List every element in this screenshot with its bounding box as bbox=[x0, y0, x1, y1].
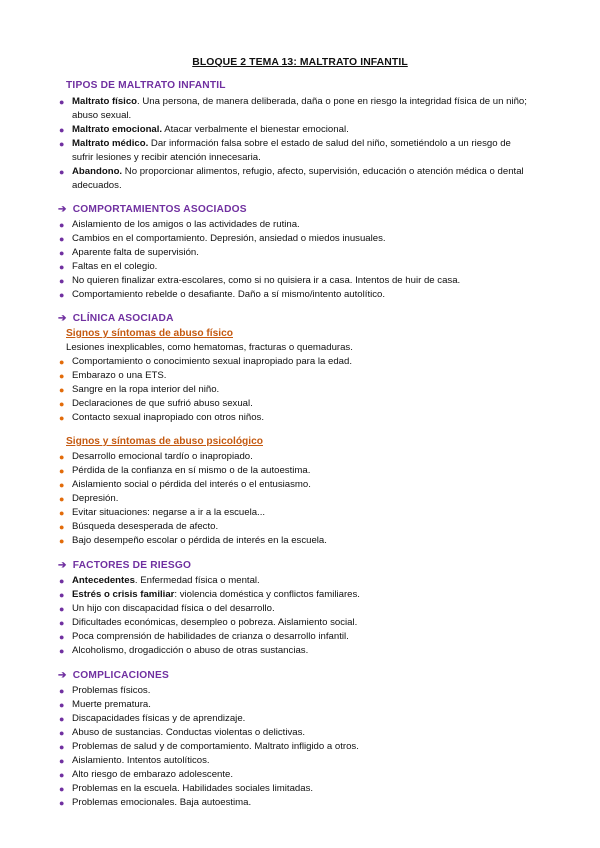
list-item: ● Alto riesgo de embarazo adolescente. bbox=[59, 769, 234, 780]
list-item: ● Cambios en el comportamiento. Depresión, ansiedad o miedos inusuales. bbox=[59, 233, 386, 244]
list-item: ● Antecedentes. Enfermedad física o mental. bbox=[59, 575, 260, 586]
arrow-icon: ➔ bbox=[58, 204, 67, 215]
section-heading-clinica: ➔ CLÍNICA ASOCIADA bbox=[58, 313, 174, 324]
list-tipos bbox=[58, 95, 528, 193]
list-item: ● Aislamiento de los amigos o las actividades de rutina. bbox=[59, 219, 300, 230]
list-item: ● Maltrato emocional. Atacar verbalmente el bienestar emocional. bbox=[59, 124, 349, 135]
list-item: ● Depresión. bbox=[59, 493, 119, 504]
list-item: ● Muerte prematura. bbox=[59, 699, 151, 710]
list-item: ● Problemas de salud y de comportamiento. Maltrato infligido a otros. bbox=[59, 741, 359, 752]
list-comportamientos bbox=[58, 218, 528, 302]
list-item: ● Un hijo con discapacidad física o del desarrollo. bbox=[59, 603, 275, 614]
list-item: ● Alcoholismo, drogadicción o abuso de otras sustancias. bbox=[59, 645, 309, 656]
list-item: ● Problemas en la escuela. Habilidades sociales limitadas. bbox=[59, 783, 314, 794]
list-item: ● Comportamiento rebelde o desafiante. Daño a sí mismo/intento autolítico. bbox=[59, 289, 386, 300]
list-item: ● Desarrollo emocional tardío o inapropiado. bbox=[59, 451, 253, 462]
list-item: ● Abuso de sustancias. Conductas violentas o delictivas. bbox=[59, 727, 306, 738]
section-heading-tipos: TIPOS DE MALTRATO INFANTIL bbox=[66, 80, 226, 91]
list-item: ● Aparente falta de supervisión. bbox=[59, 247, 199, 258]
list-item: ● Abandono. No proporcionar alimentos, refugio, afecto, supervisión, educación o atención médica o dental adecuados. bbox=[59, 166, 524, 191]
list-item: ● Búsqueda desesperada de afecto. bbox=[59, 521, 219, 532]
list-item: ● Pérdida de la confianza en sí mismo o de la autoestima. bbox=[59, 465, 311, 476]
list-item: ● Sangre en la ropa interior del niño. bbox=[59, 384, 220, 395]
list-item: ● Evitar situaciones: negarse a ir a la escuela... bbox=[59, 507, 266, 518]
list-item: ● Estrés o crisis familiar: violencia doméstica y conflictos familiares. bbox=[59, 589, 360, 600]
page-title: BLOQUE 2 TEMA 13: MALTRATO INFANTIL bbox=[192, 57, 408, 68]
list-item: ● Discapacidades físicas y de aprendizaje. bbox=[59, 713, 246, 724]
arrow-icon: ➔ bbox=[58, 670, 67, 681]
list-factores bbox=[58, 574, 528, 658]
list-item: ● Problemas emocionales. Baja autoestima. bbox=[59, 797, 252, 808]
list-complicaciones bbox=[58, 684, 528, 810]
arrow-icon: ➔ bbox=[58, 560, 67, 571]
fisico-intro: Lesiones inexplicables, como hematomas, fracturas o quemaduras. bbox=[66, 342, 353, 353]
list-item: ● Poca comprensión de habilidades de crianza o desarrollo infantil. bbox=[59, 631, 349, 642]
list-abuso-fisico bbox=[58, 355, 528, 425]
list-item: ● Embarazo o una ETS. bbox=[59, 370, 167, 381]
list-item: ● Maltrato físico. Una persona, de manera deliberada, daña o pone en riesgo la integridad física de un niño; abuso sexual. bbox=[59, 96, 527, 121]
list-item: ● Contacto sexual inapropiado con otros niños. bbox=[59, 412, 264, 423]
list-item: ● Comportamiento o conocimiento sexual inapropiado para la edad. bbox=[59, 356, 352, 367]
list-item: ● Problemas físicos. bbox=[59, 685, 151, 696]
list-item: ● Declaraciones de que sufrió abuso sexual. bbox=[59, 398, 253, 409]
list-item: ● Aislamiento social o pérdida del interés o el entusiasmo. bbox=[59, 479, 311, 490]
list-abuso-psicologico bbox=[58, 450, 528, 548]
section-heading-complicaciones: ➔ COMPLICACIONES bbox=[58, 670, 169, 681]
arrow-icon: ➔ bbox=[58, 313, 67, 324]
section-heading-factores: ➔ FACTORES DE RIESGO bbox=[58, 560, 192, 571]
list-item: ● No quieren finalizar extra-escolares, como si no quisiera ir a casa. Intentos de huir de casa. bbox=[59, 275, 461, 286]
list-item: ● Faltas en el colegio. bbox=[59, 261, 158, 272]
list-item: ● Aislamiento. Intentos autolíticos. bbox=[59, 755, 210, 766]
list-item: ● Dificultades económicas, desempleo o pobreza. Aislamiento social. bbox=[59, 617, 358, 628]
section-heading-comportamientos: ➔ COMPORTAMIENTOS ASOCIADOS bbox=[58, 204, 247, 215]
list-item: ● Bajo desempeño escolar o pérdida de interés en la escuela. bbox=[59, 535, 327, 546]
list-item: ● Maltrato médico. Dar información falsa sobre el estado de salud del niño, sometiéndolo a un riesgo de sufrir lesiones y recibir atención innecesaria. bbox=[59, 138, 511, 163]
subheading-abuso-fisico: Signos y síntomas de abuso físico bbox=[66, 328, 233, 339]
subheading-abuso-psicologico: Signos y síntomas de abuso psicológico bbox=[66, 436, 263, 447]
